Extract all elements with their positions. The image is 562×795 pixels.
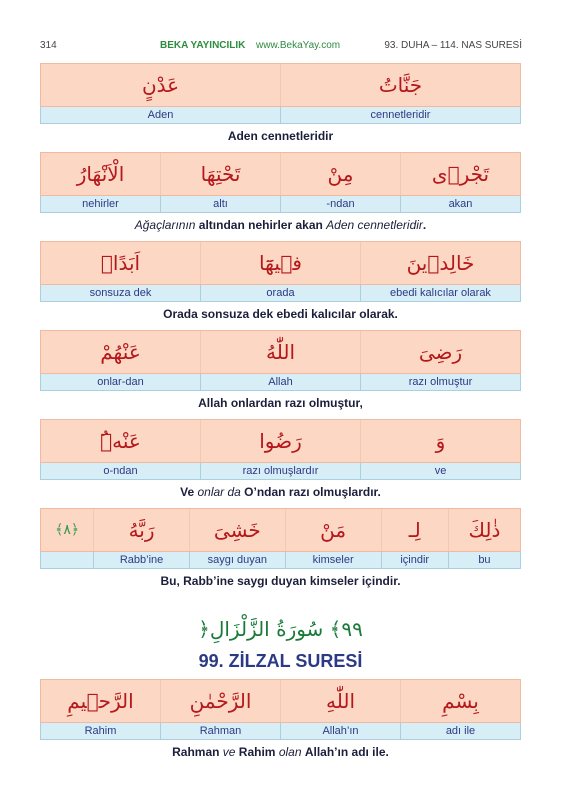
arabic-word: عَنْهُمْ bbox=[100, 340, 141, 364]
meaning-line-2: Ağaçlarının altından nehirler akan Aden cennetleridir. bbox=[134, 218, 427, 232]
arabic-word: اللّٰهِ bbox=[280, 680, 400, 722]
word-table-4 bbox=[40, 330, 521, 391]
translation-word: altı bbox=[160, 196, 280, 212]
arabic-word: بِسْمِ bbox=[400, 680, 520, 722]
translation-word: Allah’ın bbox=[280, 723, 400, 739]
arabic-word: جَنَّاتُ bbox=[280, 64, 520, 106]
publisher-name: BEKA YAYINCILIK bbox=[160, 40, 246, 51]
translation-word: saygı duyan bbox=[189, 552, 285, 568]
arabic-word: خَشِىَ bbox=[189, 509, 285, 551]
arabic-word: وَ bbox=[360, 420, 520, 462]
translation-word: Rahman bbox=[160, 723, 280, 739]
arabic-word: الرَّحٖيمِ bbox=[67, 689, 134, 713]
publisher-website[interactable]: www.BekaYay.com bbox=[256, 40, 341, 51]
translation-word: Rahim bbox=[84, 725, 117, 737]
translation-word: adı ile bbox=[400, 723, 520, 739]
arabic-word: فٖيهَٓا bbox=[200, 242, 360, 284]
word-table-3 bbox=[40, 241, 521, 302]
surah-range: 93. DUHA – 114. NAS SURESİ bbox=[384, 40, 522, 51]
arabic-word: رَضُوا bbox=[200, 420, 360, 462]
surah-arabic-title: ﴿٩٩﴾ سُورَةُ الزَّلْزَالِ bbox=[198, 617, 363, 641]
word-table-6 bbox=[40, 508, 521, 569]
translation-word: Rabb’ine bbox=[93, 552, 189, 568]
word-table-2 bbox=[40, 152, 521, 213]
translation-word: Aden bbox=[147, 109, 174, 121]
arabic-word: تَجْرٖى bbox=[400, 153, 520, 195]
translation-empty-cell bbox=[41, 552, 93, 568]
arabic-word: خَالِدٖينَ bbox=[360, 242, 520, 284]
translation-word: kimseler bbox=[285, 552, 381, 568]
basmala-table bbox=[40, 679, 521, 740]
translation-word: nehirler bbox=[82, 198, 119, 210]
meaning-line-5: Ve onlar da O’ndan razı olmuşlardır. bbox=[180, 485, 381, 499]
translation-word: sonsuza dek bbox=[89, 287, 152, 299]
verse-number-marker: ﴿٨﴾ bbox=[55, 522, 80, 538]
word-table-5 bbox=[40, 419, 521, 480]
translation-word: ebedi kalıcılar olarak bbox=[360, 285, 520, 301]
translation-word: razı olmuşlardır bbox=[200, 463, 360, 479]
arabic-word: رَضِىَ bbox=[360, 331, 520, 373]
arabic-word: رَبَّهُ bbox=[93, 509, 189, 551]
translation-word: cennetleridir bbox=[280, 107, 520, 123]
translation-word: akan bbox=[400, 196, 520, 212]
arabic-word: تَحْتِهَا bbox=[160, 153, 280, 195]
translation-word: bu bbox=[448, 552, 520, 568]
translation-word: Allah bbox=[200, 374, 360, 390]
arabic-word: عَنْهُۜ bbox=[100, 429, 141, 453]
translation-word: razı olmuştur bbox=[360, 374, 520, 390]
arabic-word: اللّٰهُ bbox=[200, 331, 360, 373]
basmala-meaning: Rahman ve Rahim olan Allah’ın adı ile. bbox=[172, 745, 389, 759]
arabic-word: اَبَدًاۜ bbox=[100, 251, 141, 275]
translation-word: orada bbox=[200, 285, 360, 301]
meaning-line-4: Allah onlardan razı olmuştur, bbox=[198, 396, 363, 410]
meaning-line-3: Orada sonsuza dek ebedi kalıcılar olarak. bbox=[163, 307, 398, 321]
translation-word: içindir bbox=[381, 552, 448, 568]
page-number: 314 bbox=[40, 40, 57, 51]
word-table-1 bbox=[40, 63, 521, 124]
translation-word: ve bbox=[360, 463, 520, 479]
translation-word: onlar-dan bbox=[97, 376, 144, 388]
translation-word: o-ndan bbox=[103, 465, 138, 477]
meaning-line-1: Aden cennetleridir bbox=[227, 129, 334, 143]
arabic-word: مِنْ bbox=[280, 153, 400, 195]
arabic-word: الرَّحْمٰنِ bbox=[160, 680, 280, 722]
meaning-line-6: Bu, Rabb’ine saygı duyan kimseler içindir. bbox=[160, 574, 401, 588]
arabic-word: ذٰلِكَ bbox=[448, 509, 520, 551]
arabic-word: الْاَنْهَارُ bbox=[76, 162, 125, 186]
translation-word: -ndan bbox=[280, 196, 400, 212]
arabic-word: عَدْنٍ bbox=[141, 73, 180, 97]
arabic-word: لِـ bbox=[381, 509, 448, 551]
surah-title: 99. ZİLZAL SURESİ bbox=[198, 651, 363, 671]
arabic-word: مَنْ bbox=[285, 509, 381, 551]
